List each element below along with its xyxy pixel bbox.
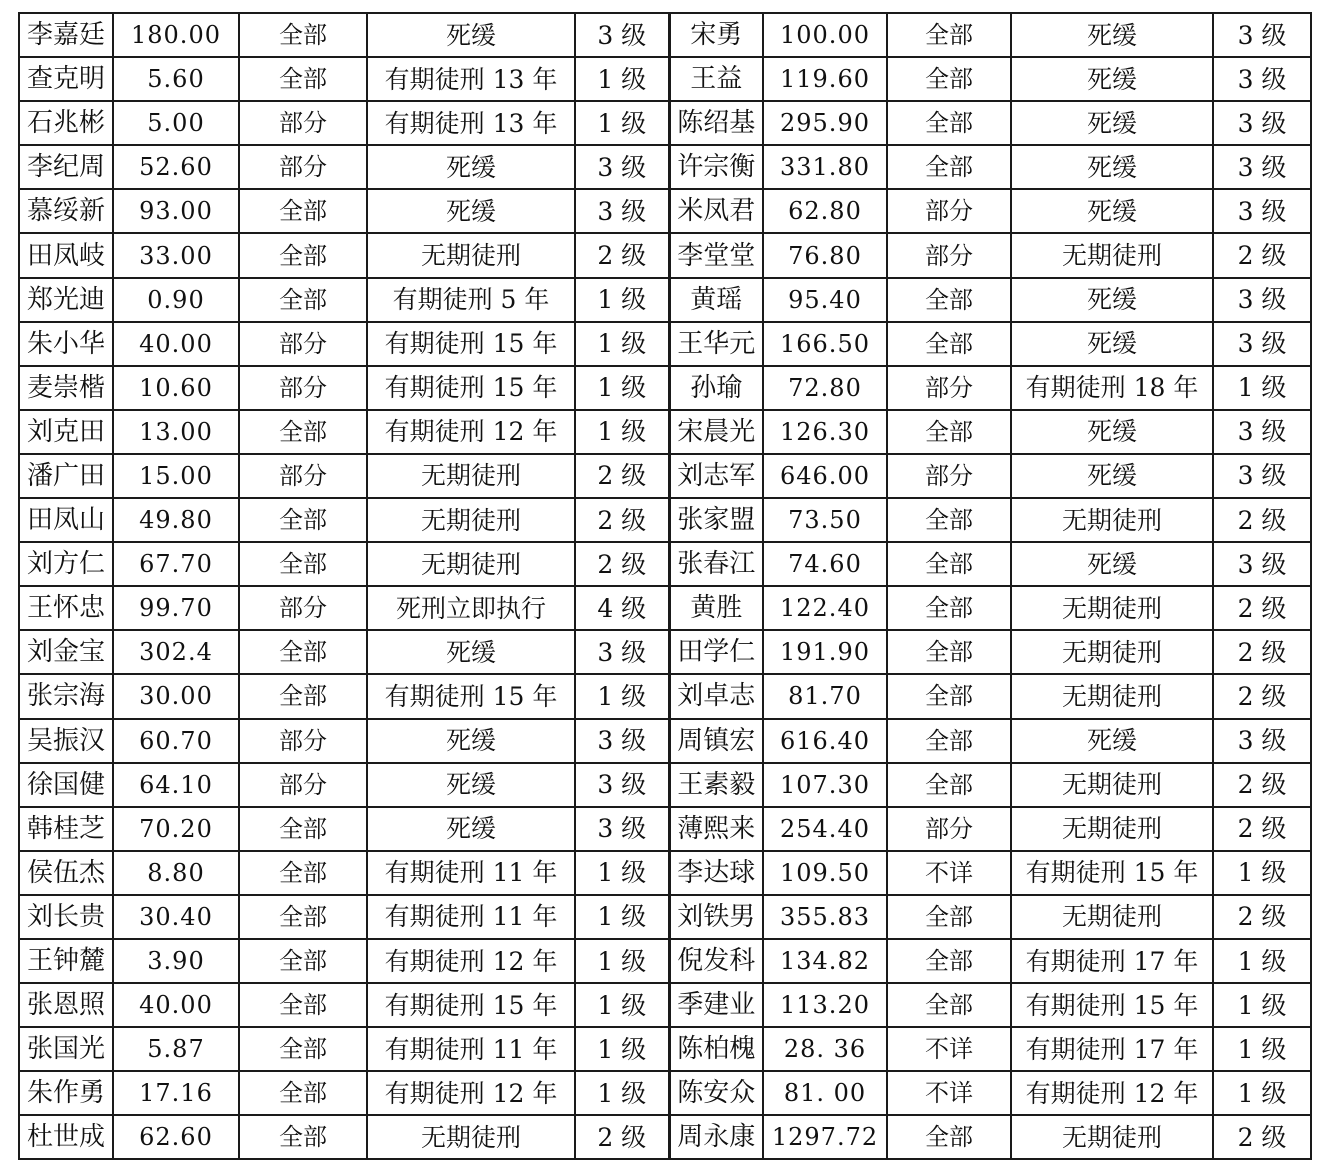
right-amount-cell: 134.82 xyxy=(763,939,887,983)
left-scope-cell: 全部 xyxy=(239,674,367,718)
left-grade-cell: 2 级 xyxy=(575,542,669,586)
left-grade-cell: 2 级 xyxy=(575,454,669,498)
right-sentence-cell: 有期徒刑 17 年 xyxy=(1011,939,1213,983)
left-sentence-cell: 有期徒刑 11 年 xyxy=(367,1027,575,1071)
right-scope-cell: 全部 xyxy=(887,1115,1011,1159)
right-scope-cell: 全部 xyxy=(887,101,1011,145)
left-grade-cell: 1 级 xyxy=(575,895,669,939)
left-sentence-cell: 死缓 xyxy=(367,763,575,807)
right-grade-cell: 1 级 xyxy=(1213,366,1311,410)
table-row xyxy=(19,1071,1311,1115)
right-sentence-cell: 死缓 xyxy=(1011,322,1213,366)
right-grade-cell: 3 级 xyxy=(1213,719,1311,763)
left-scope-cell: 全部 xyxy=(239,57,367,101)
right-grade-cell: 2 级 xyxy=(1213,586,1311,630)
right-sentence-cell: 无期徒刑 xyxy=(1011,586,1213,630)
left-amount-cell: 70.20 xyxy=(113,807,239,851)
right-grade-cell: 1 级 xyxy=(1213,851,1311,895)
right-name-cell: 李堂堂 xyxy=(669,233,763,277)
right-grade-cell: 2 级 xyxy=(1213,498,1311,542)
table-row xyxy=(19,719,1311,763)
table-row xyxy=(19,586,1311,630)
table-row xyxy=(19,1115,1311,1159)
left-sentence-cell: 无期徒刑 xyxy=(367,498,575,542)
left-amount-cell: 40.00 xyxy=(113,983,239,1027)
left-name-cell: 韩桂芝 xyxy=(19,807,113,851)
right-grade-cell: 3 级 xyxy=(1213,145,1311,189)
right-amount-cell: 355.83 xyxy=(763,895,887,939)
right-sentence-cell: 死缓 xyxy=(1011,145,1213,189)
left-amount-cell: 67.70 xyxy=(113,542,239,586)
left-scope-cell: 全部 xyxy=(239,895,367,939)
right-name-cell: 黄胜 xyxy=(669,586,763,630)
right-sentence-cell: 死缓 xyxy=(1011,13,1213,57)
left-scope-cell: 全部 xyxy=(239,630,367,674)
right-name-cell: 田学仁 xyxy=(669,630,763,674)
right-amount-cell: 95.40 xyxy=(763,278,887,322)
left-scope-cell: 部分 xyxy=(239,145,367,189)
right-sentence-cell: 死缓 xyxy=(1011,542,1213,586)
left-amount-cell: 5.87 xyxy=(113,1027,239,1071)
right-name-cell: 薄熙来 xyxy=(669,807,763,851)
right-grade-cell: 3 级 xyxy=(1213,542,1311,586)
table-row xyxy=(19,454,1311,498)
table-row xyxy=(19,189,1311,233)
right-name-cell: 刘铁男 xyxy=(669,895,763,939)
left-amount-cell: 30.40 xyxy=(113,895,239,939)
left-sentence-cell: 有期徒刑 13 年 xyxy=(367,101,575,145)
left-sentence-cell: 死缓 xyxy=(367,13,575,57)
left-scope-cell: 部分 xyxy=(239,322,367,366)
left-sentence-cell: 无期徒刑 xyxy=(367,454,575,498)
right-grade-cell: 2 级 xyxy=(1213,630,1311,674)
right-amount-cell: 81.70 xyxy=(763,674,887,718)
right-grade-cell: 2 级 xyxy=(1213,763,1311,807)
right-grade-cell: 2 级 xyxy=(1213,233,1311,277)
left-name-cell: 朱作勇 xyxy=(19,1071,113,1115)
right-name-cell: 米凤君 xyxy=(669,189,763,233)
right-sentence-cell: 无期徒刑 xyxy=(1011,630,1213,674)
table-row xyxy=(19,101,1311,145)
left-amount-cell: 0.90 xyxy=(113,278,239,322)
right-amount-cell: 191.90 xyxy=(763,630,887,674)
left-scope-cell: 全部 xyxy=(239,189,367,233)
right-scope-cell: 部分 xyxy=(887,807,1011,851)
left-name-cell: 张恩照 xyxy=(19,983,113,1027)
right-sentence-cell: 死缓 xyxy=(1011,189,1213,233)
officials-sentence-table xyxy=(18,12,1312,1160)
left-sentence-cell: 有期徒刑 15 年 xyxy=(367,366,575,410)
left-sentence-cell: 有期徒刑 15 年 xyxy=(367,322,575,366)
table-row xyxy=(19,630,1311,674)
right-sentence-cell: 无期徒刑 xyxy=(1011,1115,1213,1159)
table-row xyxy=(19,983,1311,1027)
right-sentence-cell: 无期徒刑 xyxy=(1011,674,1213,718)
right-name-cell: 倪发科 xyxy=(669,939,763,983)
right-amount-cell: 28. 36 xyxy=(763,1027,887,1071)
right-sentence-cell: 无期徒刑 xyxy=(1011,233,1213,277)
right-sentence-cell: 无期徒刑 xyxy=(1011,498,1213,542)
left-sentence-cell: 有期徒刑 15 年 xyxy=(367,674,575,718)
right-amount-cell: 616.40 xyxy=(763,719,887,763)
table-row xyxy=(19,145,1311,189)
left-grade-cell: 2 级 xyxy=(575,1115,669,1159)
right-grade-cell: 3 级 xyxy=(1213,410,1311,454)
left-name-cell: 李嘉廷 xyxy=(19,13,113,57)
left-name-cell: 朱小华 xyxy=(19,322,113,366)
right-grade-cell: 3 级 xyxy=(1213,278,1311,322)
left-grade-cell: 3 级 xyxy=(575,189,669,233)
table-row xyxy=(19,410,1311,454)
table-row xyxy=(19,57,1311,101)
left-grade-cell: 1 级 xyxy=(575,851,669,895)
left-scope-cell: 全部 xyxy=(239,1071,367,1115)
right-name-cell: 陈柏槐 xyxy=(669,1027,763,1071)
left-scope-cell: 部分 xyxy=(239,586,367,630)
right-scope-cell: 全部 xyxy=(887,57,1011,101)
right-sentence-cell: 有期徒刑 15 年 xyxy=(1011,851,1213,895)
table-row xyxy=(19,807,1311,851)
right-name-cell: 陈绍基 xyxy=(669,101,763,145)
right-scope-cell: 不详 xyxy=(887,851,1011,895)
left-name-cell: 刘金宝 xyxy=(19,630,113,674)
left-scope-cell: 全部 xyxy=(239,278,367,322)
left-name-cell: 侯伍杰 xyxy=(19,851,113,895)
left-name-cell: 石兆彬 xyxy=(19,101,113,145)
left-name-cell: 慕绥新 xyxy=(19,189,113,233)
right-amount-cell: 331.80 xyxy=(763,145,887,189)
left-amount-cell: 302.4 xyxy=(113,630,239,674)
right-sentence-cell: 无期徒刑 xyxy=(1011,807,1213,851)
left-name-cell: 张宗海 xyxy=(19,674,113,718)
left-grade-cell: 4 级 xyxy=(575,586,669,630)
right-name-cell: 王华元 xyxy=(669,322,763,366)
left-name-cell: 杜世成 xyxy=(19,1115,113,1159)
left-grade-cell: 3 级 xyxy=(575,145,669,189)
left-sentence-cell: 有期徒刑 13 年 xyxy=(367,57,575,101)
right-scope-cell: 全部 xyxy=(887,498,1011,542)
left-sentence-cell: 死缓 xyxy=(367,189,575,233)
right-name-cell: 王素毅 xyxy=(669,763,763,807)
left-amount-cell: 64.10 xyxy=(113,763,239,807)
right-scope-cell: 全部 xyxy=(887,145,1011,189)
left-sentence-cell: 无期徒刑 xyxy=(367,542,575,586)
left-scope-cell: 部分 xyxy=(239,366,367,410)
left-amount-cell: 15.00 xyxy=(113,454,239,498)
right-grade-cell: 3 级 xyxy=(1213,322,1311,366)
right-grade-cell: 2 级 xyxy=(1213,807,1311,851)
right-scope-cell: 全部 xyxy=(887,939,1011,983)
table-row xyxy=(19,498,1311,542)
left-scope-cell: 全部 xyxy=(239,939,367,983)
right-scope-cell: 全部 xyxy=(887,586,1011,630)
right-sentence-cell: 死缓 xyxy=(1011,57,1213,101)
right-sentence-cell: 死缓 xyxy=(1011,278,1213,322)
right-amount-cell: 73.50 xyxy=(763,498,887,542)
left-name-cell: 李纪周 xyxy=(19,145,113,189)
left-scope-cell: 全部 xyxy=(239,807,367,851)
left-sentence-cell: 死缓 xyxy=(367,630,575,674)
right-scope-cell: 全部 xyxy=(887,719,1011,763)
left-grade-cell: 1 级 xyxy=(575,1071,669,1115)
left-name-cell: 王怀忠 xyxy=(19,586,113,630)
right-name-cell: 陈安众 xyxy=(669,1071,763,1115)
right-amount-cell: 646.00 xyxy=(763,454,887,498)
right-scope-cell: 不详 xyxy=(887,1071,1011,1115)
table-row xyxy=(19,1027,1311,1071)
left-scope-cell: 部分 xyxy=(239,719,367,763)
right-name-cell: 李达球 xyxy=(669,851,763,895)
right-grade-cell: 1 级 xyxy=(1213,1027,1311,1071)
left-grade-cell: 1 级 xyxy=(575,983,669,1027)
left-name-cell: 徐国健 xyxy=(19,763,113,807)
left-name-cell: 查克明 xyxy=(19,57,113,101)
left-scope-cell: 部分 xyxy=(239,454,367,498)
right-grade-cell: 3 级 xyxy=(1213,101,1311,145)
left-sentence-cell: 无期徒刑 xyxy=(367,233,575,277)
right-sentence-cell: 死缓 xyxy=(1011,719,1213,763)
right-grade-cell: 3 级 xyxy=(1213,454,1311,498)
right-grade-cell: 1 级 xyxy=(1213,939,1311,983)
right-scope-cell: 全部 xyxy=(887,322,1011,366)
left-name-cell: 王钟麓 xyxy=(19,939,113,983)
left-amount-cell: 40.00 xyxy=(113,322,239,366)
right-amount-cell: 113.20 xyxy=(763,983,887,1027)
left-name-cell: 吴振汉 xyxy=(19,719,113,763)
left-scope-cell: 全部 xyxy=(239,233,367,277)
left-amount-cell: 99.70 xyxy=(113,586,239,630)
table-row xyxy=(19,939,1311,983)
left-amount-cell: 49.80 xyxy=(113,498,239,542)
table-row xyxy=(19,322,1311,366)
left-scope-cell: 全部 xyxy=(239,542,367,586)
left-amount-cell: 180.00 xyxy=(113,13,239,57)
left-name-cell: 田凤岐 xyxy=(19,233,113,277)
left-amount-cell: 10.60 xyxy=(113,366,239,410)
left-amount-cell: 33.00 xyxy=(113,233,239,277)
right-scope-cell: 全部 xyxy=(887,410,1011,454)
right-name-cell: 周永康 xyxy=(669,1115,763,1159)
table-row xyxy=(19,763,1311,807)
left-grade-cell: 1 级 xyxy=(575,101,669,145)
left-grade-cell: 3 级 xyxy=(575,13,669,57)
left-grade-cell: 1 级 xyxy=(575,939,669,983)
right-sentence-cell: 有期徒刑 12 年 xyxy=(1011,1071,1213,1115)
right-amount-cell: 74.60 xyxy=(763,542,887,586)
right-sentence-cell: 死缓 xyxy=(1011,101,1213,145)
right-name-cell: 许宗衡 xyxy=(669,145,763,189)
right-amount-cell: 100.00 xyxy=(763,13,887,57)
table-row xyxy=(19,542,1311,586)
left-name-cell: 刘方仁 xyxy=(19,542,113,586)
table-row xyxy=(19,895,1311,939)
right-amount-cell: 295.90 xyxy=(763,101,887,145)
right-name-cell: 宋勇 xyxy=(669,13,763,57)
table-body xyxy=(19,13,1311,1159)
left-grade-cell: 1 级 xyxy=(575,322,669,366)
right-scope-cell: 部分 xyxy=(887,233,1011,277)
left-grade-cell: 3 级 xyxy=(575,630,669,674)
left-scope-cell: 全部 xyxy=(239,1115,367,1159)
right-scope-cell: 全部 xyxy=(887,983,1011,1027)
left-scope-cell: 全部 xyxy=(239,1027,367,1071)
right-name-cell: 孙瑜 xyxy=(669,366,763,410)
left-scope-cell: 全部 xyxy=(239,851,367,895)
right-grade-cell: 2 级 xyxy=(1213,895,1311,939)
left-amount-cell: 13.00 xyxy=(113,410,239,454)
right-grade-cell: 1 级 xyxy=(1213,1071,1311,1115)
left-sentence-cell: 死缓 xyxy=(367,719,575,763)
left-sentence-cell: 有期徒刑 11 年 xyxy=(367,895,575,939)
right-grade-cell: 3 级 xyxy=(1213,13,1311,57)
left-grade-cell: 1 级 xyxy=(575,1027,669,1071)
left-grade-cell: 1 级 xyxy=(575,57,669,101)
left-grade-cell: 3 级 xyxy=(575,763,669,807)
left-grade-cell: 2 级 xyxy=(575,233,669,277)
left-amount-cell: 30.00 xyxy=(113,674,239,718)
right-amount-cell: 122.40 xyxy=(763,586,887,630)
right-sentence-cell: 有期徒刑 17 年 xyxy=(1011,1027,1213,1071)
right-amount-cell: 107.30 xyxy=(763,763,887,807)
right-sentence-cell: 无期徒刑 xyxy=(1011,895,1213,939)
right-sentence-cell: 死缓 xyxy=(1011,410,1213,454)
left-sentence-cell: 有期徒刑 12 年 xyxy=(367,939,575,983)
right-amount-cell: 109.50 xyxy=(763,851,887,895)
left-amount-cell: 52.60 xyxy=(113,145,239,189)
left-name-cell: 刘克田 xyxy=(19,410,113,454)
right-amount-cell: 1297.72 xyxy=(763,1115,887,1159)
left-amount-cell: 62.60 xyxy=(113,1115,239,1159)
table-row xyxy=(19,233,1311,277)
left-grade-cell: 3 级 xyxy=(575,807,669,851)
left-name-cell: 潘广田 xyxy=(19,454,113,498)
left-amount-cell: 5.00 xyxy=(113,101,239,145)
left-sentence-cell: 死缓 xyxy=(367,145,575,189)
left-amount-cell: 3.90 xyxy=(113,939,239,983)
left-amount-cell: 5.60 xyxy=(113,57,239,101)
right-amount-cell: 166.50 xyxy=(763,322,887,366)
left-scope-cell: 部分 xyxy=(239,101,367,145)
right-amount-cell: 254.40 xyxy=(763,807,887,851)
left-grade-cell: 3 级 xyxy=(575,719,669,763)
right-sentence-cell: 有期徒刑 15 年 xyxy=(1011,983,1213,1027)
right-scope-cell: 全部 xyxy=(887,13,1011,57)
left-scope-cell: 全部 xyxy=(239,410,367,454)
right-scope-cell: 全部 xyxy=(887,674,1011,718)
right-name-cell: 周镇宏 xyxy=(669,719,763,763)
right-amount-cell: 62.80 xyxy=(763,189,887,233)
table-row xyxy=(19,851,1311,895)
left-name-cell: 张国光 xyxy=(19,1027,113,1071)
right-amount-cell: 119.60 xyxy=(763,57,887,101)
left-grade-cell: 1 级 xyxy=(575,674,669,718)
left-sentence-cell: 有期徒刑 12 年 xyxy=(367,410,575,454)
right-scope-cell: 部分 xyxy=(887,366,1011,410)
left-amount-cell: 60.70 xyxy=(113,719,239,763)
right-sentence-cell: 死缓 xyxy=(1011,454,1213,498)
left-scope-cell: 全部 xyxy=(239,983,367,1027)
left-grade-cell: 2 级 xyxy=(575,498,669,542)
table-row xyxy=(19,674,1311,718)
right-name-cell: 季建业 xyxy=(669,983,763,1027)
right-sentence-cell: 有期徒刑 18 年 xyxy=(1011,366,1213,410)
table-row xyxy=(19,13,1311,57)
left-scope-cell: 全部 xyxy=(239,13,367,57)
right-scope-cell: 全部 xyxy=(887,763,1011,807)
left-amount-cell: 8.80 xyxy=(113,851,239,895)
left-amount-cell: 93.00 xyxy=(113,189,239,233)
right-grade-cell: 2 级 xyxy=(1213,674,1311,718)
left-sentence-cell: 有期徒刑 12 年 xyxy=(367,1071,575,1115)
right-sentence-cell: 无期徒刑 xyxy=(1011,763,1213,807)
left-name-cell: 麦崇楷 xyxy=(19,366,113,410)
right-amount-cell: 126.30 xyxy=(763,410,887,454)
left-sentence-cell: 有期徒刑 15 年 xyxy=(367,983,575,1027)
left-sentence-cell: 有期徒刑 5 年 xyxy=(367,278,575,322)
table-row xyxy=(19,278,1311,322)
left-scope-cell: 部分 xyxy=(239,763,367,807)
left-grade-cell: 1 级 xyxy=(575,278,669,322)
left-grade-cell: 1 级 xyxy=(575,410,669,454)
right-grade-cell: 3 级 xyxy=(1213,57,1311,101)
right-name-cell: 张家盟 xyxy=(669,498,763,542)
left-amount-cell: 17.16 xyxy=(113,1071,239,1115)
left-sentence-cell: 有期徒刑 11 年 xyxy=(367,851,575,895)
left-sentence-cell: 死缓 xyxy=(367,807,575,851)
left-name-cell: 刘长贵 xyxy=(19,895,113,939)
right-scope-cell: 全部 xyxy=(887,542,1011,586)
right-amount-cell: 72.80 xyxy=(763,366,887,410)
right-scope-cell: 全部 xyxy=(887,630,1011,674)
right-name-cell: 王益 xyxy=(669,57,763,101)
left-grade-cell: 1 级 xyxy=(575,366,669,410)
right-name-cell: 刘卓志 xyxy=(669,674,763,718)
right-scope-cell: 部分 xyxy=(887,189,1011,233)
right-name-cell: 宋晨光 xyxy=(669,410,763,454)
left-scope-cell: 全部 xyxy=(239,498,367,542)
right-name-cell: 刘志军 xyxy=(669,454,763,498)
left-name-cell: 田凤山 xyxy=(19,498,113,542)
right-scope-cell: 全部 xyxy=(887,895,1011,939)
right-name-cell: 黄瑶 xyxy=(669,278,763,322)
right-grade-cell: 1 级 xyxy=(1213,983,1311,1027)
left-sentence-cell: 死刑立即执行 xyxy=(367,586,575,630)
table-row xyxy=(19,366,1311,410)
left-sentence-cell: 无期徒刑 xyxy=(367,1115,575,1159)
right-amount-cell: 81. 00 xyxy=(763,1071,887,1115)
right-amount-cell: 76.80 xyxy=(763,233,887,277)
right-grade-cell: 2 级 xyxy=(1213,1115,1311,1159)
left-name-cell: 郑光迪 xyxy=(19,278,113,322)
right-scope-cell: 全部 xyxy=(887,278,1011,322)
right-scope-cell: 不详 xyxy=(887,1027,1011,1071)
right-grade-cell: 3 级 xyxy=(1213,189,1311,233)
right-name-cell: 张春江 xyxy=(669,542,763,586)
right-scope-cell: 部分 xyxy=(887,454,1011,498)
